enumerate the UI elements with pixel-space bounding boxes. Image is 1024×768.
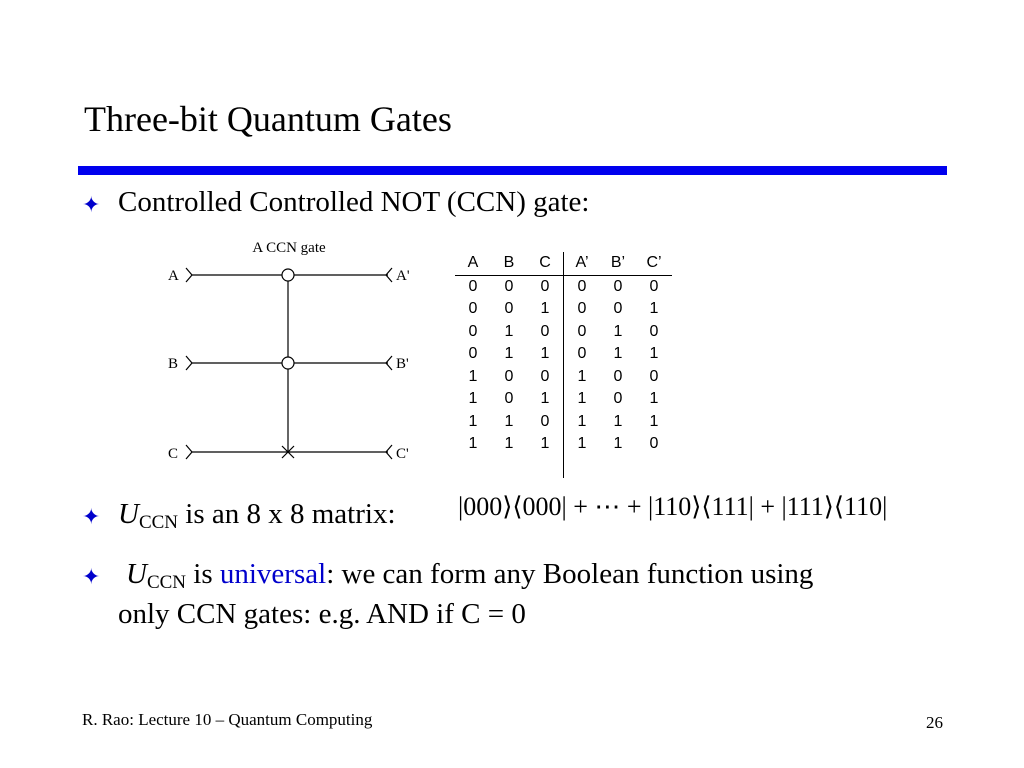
bullet-universal bbox=[118, 556, 813, 632]
table-cell: 1 bbox=[613, 435, 623, 453]
table-cell: 0 bbox=[468, 345, 478, 363]
table-cell: 0 bbox=[613, 277, 623, 295]
u-subscript: CCN bbox=[146, 572, 187, 593]
bullet-star-icon: ✦ bbox=[82, 564, 101, 589]
control-node-b-icon bbox=[282, 357, 294, 369]
universal-line2-text: only CCN gates: e.g. AND if C = 0 bbox=[118, 598, 526, 630]
table-cell: 0 bbox=[540, 322, 550, 340]
page-number: 26 bbox=[926, 713, 943, 732]
table-cell: 1 bbox=[564, 366, 601, 389]
universal-keyword: universal bbox=[219, 558, 327, 590]
table-row bbox=[455, 343, 672, 366]
table-cell: 1 bbox=[468, 412, 478, 430]
input-label-c: C bbox=[168, 446, 179, 462]
table-cell: 1 bbox=[613, 322, 623, 340]
table-cell: 1 bbox=[649, 390, 659, 408]
u-symbol: U bbox=[126, 558, 147, 590]
table-cell: 0 bbox=[468, 277, 478, 295]
output-label-b: B' bbox=[396, 356, 409, 372]
table-cell: 1 bbox=[540, 300, 550, 318]
table-row bbox=[455, 275, 672, 298]
input-arrow-c-icon bbox=[186, 445, 192, 459]
table-cell: 1 bbox=[564, 433, 601, 456]
bullet-star-icon: ✦ bbox=[82, 192, 101, 217]
table-cell: 1 bbox=[649, 412, 659, 430]
table-cell: 1 bbox=[564, 388, 601, 411]
table-cell: 0 bbox=[504, 277, 514, 295]
table-row bbox=[455, 366, 672, 389]
table-row bbox=[455, 433, 672, 456]
table-cell: 1 bbox=[540, 435, 550, 453]
table-cell: 1 bbox=[540, 345, 550, 363]
universal-rest-text: : we can form any Boolean function using bbox=[326, 558, 814, 590]
diagram-caption: A CCN gate bbox=[252, 240, 326, 256]
bullet-matrix-text: is an 8 x 8 matrix: bbox=[178, 498, 396, 530]
input-label-a: A bbox=[168, 268, 179, 284]
table-row bbox=[455, 298, 672, 321]
u-symbol: U bbox=[118, 498, 139, 530]
table-cell: 0 bbox=[649, 277, 659, 295]
truth-table bbox=[455, 252, 672, 478]
bullet-ucnn-matrix bbox=[118, 496, 396, 536]
table-cell: 0 bbox=[504, 390, 514, 408]
is-text: is bbox=[186, 558, 220, 590]
table-cell: 1 bbox=[468, 367, 478, 385]
table-cell: 1 bbox=[504, 435, 514, 453]
table-header: B’ bbox=[600, 252, 636, 275]
input-label-b: B bbox=[168, 356, 179, 372]
table-row bbox=[455, 388, 672, 411]
table-cell: 0 bbox=[564, 275, 601, 298]
table-header: C bbox=[527, 252, 564, 275]
table-cell: 0 bbox=[564, 343, 601, 366]
table-cell: 0 bbox=[613, 367, 623, 385]
control-node-a-icon bbox=[282, 269, 294, 281]
table-cell: 0 bbox=[613, 300, 623, 318]
table-cell: 1 bbox=[613, 345, 623, 363]
table-cell: 1 bbox=[649, 345, 659, 363]
footer-lecture-title: R. Rao: Lecture 10 – Quantum Computing bbox=[82, 710, 373, 729]
bullet-star-icon: ✦ bbox=[82, 504, 101, 529]
table-cell: 1 bbox=[504, 345, 514, 363]
u-subscript: CCN bbox=[138, 512, 179, 533]
table-header: A’ bbox=[564, 252, 601, 275]
title-divider bbox=[78, 166, 947, 175]
table-cell: 0 bbox=[540, 412, 550, 430]
table-cell: 0 bbox=[468, 300, 478, 318]
table-cell: 1 bbox=[468, 390, 478, 408]
table-cell: 1 bbox=[649, 300, 659, 318]
table-header: B bbox=[491, 252, 527, 275]
table-cell: 1 bbox=[504, 322, 514, 340]
table-header: A bbox=[455, 252, 491, 275]
slide-title: Three-bit Quantum Gates bbox=[84, 99, 452, 139]
table-row bbox=[455, 411, 672, 434]
table-row bbox=[455, 321, 672, 344]
table-cell: 0 bbox=[649, 435, 659, 453]
input-arrow-a-icon bbox=[186, 268, 192, 282]
table-cell: 0 bbox=[504, 367, 514, 385]
table-cell: 0 bbox=[613, 390, 623, 408]
table-cell: 0 bbox=[504, 300, 514, 318]
output-label-a: A' bbox=[396, 268, 410, 284]
table-cell: 1 bbox=[468, 435, 478, 453]
truth-table-header-row bbox=[455, 252, 672, 275]
ccn-gate-diagram bbox=[160, 236, 430, 468]
table-header: C’ bbox=[636, 252, 672, 275]
table-cell: 1 bbox=[564, 411, 601, 434]
table-cell: 1 bbox=[613, 412, 623, 430]
table-cell: 1 bbox=[540, 390, 550, 408]
input-arrow-b-icon bbox=[186, 356, 192, 370]
table-cell: 0 bbox=[468, 322, 478, 340]
table-cell: 1 bbox=[504, 412, 514, 430]
table-cell: 0 bbox=[540, 367, 550, 385]
table-cell: 0 bbox=[564, 321, 601, 344]
table-cell: 0 bbox=[564, 298, 601, 321]
table-cell: 0 bbox=[649, 322, 659, 340]
table-cell: 0 bbox=[649, 367, 659, 385]
matrix-expression: |000⟩⟨000| + ⋯ + |110⟩⟨111| + |111⟩⟨110| bbox=[458, 492, 888, 521]
output-label-c: C' bbox=[396, 446, 409, 462]
bullet-ccn-gate: Controlled Controlled NOT (CCN) gate: bbox=[118, 186, 590, 218]
table-cell: 0 bbox=[540, 277, 550, 295]
